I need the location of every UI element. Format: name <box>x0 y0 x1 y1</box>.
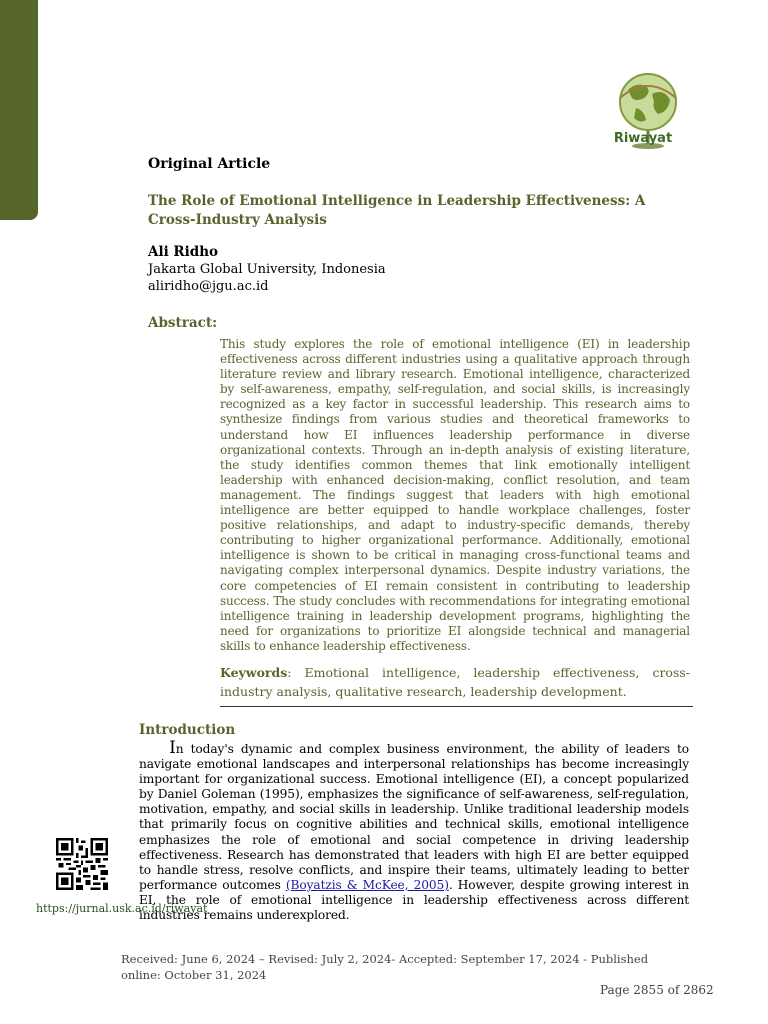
keywords <box>220 663 690 701</box>
article-type: Original Article <box>148 156 271 172</box>
side-accent-bar <box>0 0 38 220</box>
keywords-label: Keywords <box>220 665 288 680</box>
citation-link[interactable]: (Boyatzis & McKee, 2005) <box>285 877 449 892</box>
page-number: Page 2855 of 2862 <box>600 983 714 997</box>
journal-logo-text: Riwayat <box>613 131 673 146</box>
divider <box>220 706 693 707</box>
qr-code-icon <box>56 838 108 890</box>
drop-cap: I <box>169 738 176 758</box>
journal-url[interactable]: https://jurnal.usk.ac.id/riwayat <box>36 902 208 915</box>
abstract-heading: Abstract: <box>148 315 218 331</box>
author-email: aliridho@jgu.ac.id <box>148 279 269 294</box>
abstract-text: This study explores the role of emotional intelligence (EI) in leadership effectiveness across different industries using a qualitative approach through literature review and library research. Emotional intelligence, characterized by self-awareness, empathy, self-regulation, and social skills, is increasingly recognized as a key factor in successful leadership. This research aims to synthesize findings from various studies and theoretical frameworks to understand how EI influences leadership performance in diverse organizational contexts. Through an in-depth analysis of existing literature, the study identifies common themes that link emotionally intelligent leadership with enhanced decision-making, conflict resolution, and team management. The findings suggest that leaders with high emotional intelligence are better equipped to handle workplace challenges, foster positive relationships, and adapt to industry-specific demands, thereby contributing to higher organizational performance. Additionally, emotional intelligence is shown to be critical in managing cross-functional teams and navigating complex interpersonal dynamics. Despite industry variations, the core competencies of EI remain consistent in contributing to leadership success. The study concludes with recommendations for integrating emotional intelligence training in leadership development programs, highlighting the need for organizations to prioritize EI alongside technical and managerial skills to enhance leadership effectiveness. <box>220 337 690 653</box>
introduction-text <box>139 738 689 923</box>
intro-text-part1: n today's dynamic and complex business environment, the ability of leaders to navigate emotional landscapes and interpersonal relationships has become increasingly important for organizational success. Emotional intelligence (EI), a concept popularized by Daniel Goleman (1995), emphasizes the significance of self-awareness, self-regulation, motivation, empathy, and social skills in leadership. Unlike traditional leadership models that primarily focus on cognitive abilities and technical skills, emotional intelligence emphasizes the role of emotional and social competence in driving leadership effectiveness. Research has demonstrated that leaders with high EI are better equipped to handle stress, resolve conflicts, and inspire their teams, ultimately leading to better performance outcomes <box>139 742 689 892</box>
article-title: The Role of Emotional Intelligence in Leadership Effectiveness: A Cross-Industry Analysis <box>148 193 646 228</box>
author-name: Ali Ridho <box>148 244 219 260</box>
submission-dates: Received: June 6, 2024 – Revised: July 2, 2024- Accepted: September 17, 2024 - Published online: October 31, 2024 <box>121 952 649 982</box>
intro-text-part2: . However, despite growing interest in EI, the role of emotional intelligence in leadership effectiveness across different industries remains underexplored. <box>139 877 689 923</box>
author-affiliation: Jakarta Global University, Indonesia <box>148 262 386 277</box>
keywords-list: : Emotional intelligence, leadership effectiveness, cross-industry analysis, qualitative research, leadership development. <box>220 665 690 699</box>
introduction-heading: Introduction <box>139 722 236 738</box>
